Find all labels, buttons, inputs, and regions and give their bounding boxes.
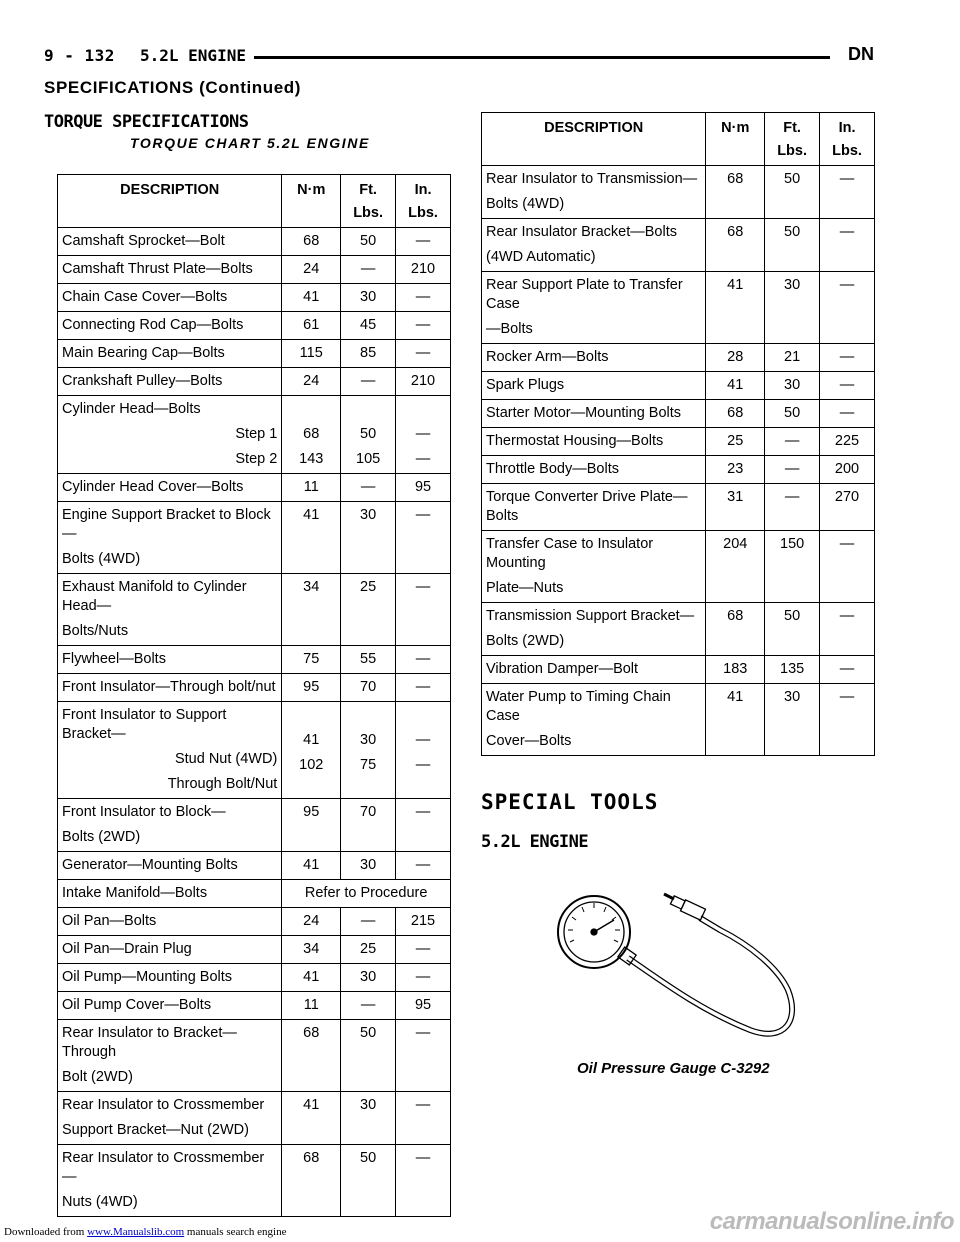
description-line: Rear Insulator to Transmission—	[486, 171, 698, 187]
cell-ft: 50	[765, 166, 820, 219]
cell-in	[396, 396, 451, 474]
description-line: Cylinder Head Cover—Bolts	[62, 479, 244, 495]
description-line: Connecting Rod Cap—Bolts	[62, 317, 244, 333]
cell-description	[482, 603, 706, 656]
cell-nm: 41	[282, 964, 341, 992]
cell-nm: 41	[706, 272, 765, 344]
cell-ft: —	[765, 456, 820, 484]
cell-description	[58, 674, 282, 702]
value-line	[400, 400, 446, 419]
value-line	[286, 706, 336, 725]
description-line: Main Bearing Cap—Bolts	[62, 345, 225, 361]
description-line: Rear Insulator to Crossmember—	[62, 1150, 265, 1185]
col-header-description-label: DESCRIPTION	[120, 182, 220, 198]
cell-ft: 30	[341, 964, 396, 992]
table-row	[482, 531, 875, 603]
cell-in: —	[820, 531, 875, 603]
figure-caption: Oil Pressure Gauge C-3292	[577, 1060, 770, 1077]
cell-ft: 50	[341, 1145, 396, 1217]
cell-ft: 30	[765, 684, 820, 756]
torque-table-right	[481, 112, 875, 756]
value-line: —	[415, 757, 431, 773]
description-line: —Bolts	[486, 321, 533, 337]
cell-ft: —	[341, 908, 396, 936]
cell-ft: —	[765, 484, 820, 531]
torque-table-left	[57, 174, 451, 1217]
description-line: Intake Manifold—Bolts	[62, 885, 208, 901]
footer-tagline: manuals search engine	[186, 1226, 287, 1238]
table-row	[58, 964, 451, 992]
cell-nm: 24	[282, 908, 341, 936]
cell-description	[58, 474, 282, 502]
table-row	[482, 428, 875, 456]
table-row	[482, 456, 875, 484]
cell-nm: 95	[282, 674, 341, 702]
col-header-in-lbs	[820, 113, 875, 166]
cell-ft: 50	[341, 1020, 396, 1092]
cell-ft: 150	[765, 531, 820, 603]
description-line: Front Insulator to Block—	[62, 804, 226, 820]
description-line: Through Bolt/Nut	[167, 776, 278, 792]
description-line: Front Insulator to Support Bracket—	[62, 707, 227, 742]
cell-refer-to-procedure: Refer to Procedure	[282, 880, 451, 908]
cell-description	[58, 908, 282, 936]
cell-ft: 55	[341, 646, 396, 674]
cell-in: —	[820, 219, 875, 272]
cell-description	[58, 284, 282, 312]
description-line: Rear Insulator Bracket—Bolts	[486, 224, 677, 240]
description-line: Step 1	[235, 426, 278, 442]
header-rule	[254, 56, 830, 59]
cell-in: —	[396, 574, 451, 646]
cell-description	[58, 368, 282, 396]
col-header-in-lbs	[396, 175, 451, 228]
manualslib-link[interactable]: www.Manualslib.com	[87, 1226, 185, 1238]
cell-description	[482, 656, 706, 684]
table-row	[58, 256, 451, 284]
cell-ft: —	[765, 428, 820, 456]
description-line: Bolts (4WD)	[486, 196, 565, 212]
cell-in: —	[396, 502, 451, 574]
cell-in: —	[396, 1092, 451, 1145]
cell-in	[396, 702, 451, 799]
cell-in: —	[820, 344, 875, 372]
table-row	[58, 646, 451, 674]
description-line: Bolts (2WD)	[62, 829, 141, 845]
cell-ft: 50	[765, 400, 820, 428]
cell-nm: 95	[282, 799, 341, 852]
cell-in: —	[820, 603, 875, 656]
description-line: Throttle Body—Bolts	[486, 461, 619, 477]
cell-nm: 41	[282, 852, 341, 880]
cell-nm: 68	[706, 603, 765, 656]
description-line: Front Insulator—Through bolt/nut	[62, 679, 276, 695]
table-row	[58, 908, 451, 936]
cell-ft: 25	[341, 574, 396, 646]
cell-nm: 68	[282, 1020, 341, 1092]
cell-nm: 68	[282, 1145, 341, 1217]
table-row	[58, 936, 451, 964]
cell-in: —	[396, 964, 451, 992]
footer-downloaded-from: Downloaded from	[4, 1226, 85, 1238]
description-line: Crankshaft Pulley—Bolts	[62, 373, 223, 389]
cell-ft: 25	[341, 936, 396, 964]
cell-description	[58, 646, 282, 674]
col-header-in-label: In.	[838, 120, 856, 136]
table-row	[58, 574, 451, 646]
cell-in: 210	[396, 256, 451, 284]
cell-in: 210	[396, 368, 451, 396]
description-line: Bolts (4WD)	[62, 551, 141, 567]
cell-nm: 41	[282, 284, 341, 312]
cell-in: —	[396, 936, 451, 964]
page-header	[44, 44, 874, 70]
cell-description	[482, 456, 706, 484]
value-line: 105	[356, 451, 381, 467]
section-title: SPECIFICATIONS (Continued)	[44, 78, 302, 97]
table-row	[58, 340, 451, 368]
cell-in: —	[820, 400, 875, 428]
cell-description	[482, 372, 706, 400]
table-row	[482, 400, 875, 428]
description-line: Plate—Nuts	[486, 580, 564, 596]
cell-description	[58, 799, 282, 852]
cell-ft: 30	[341, 1092, 396, 1145]
cell-nm: 41	[282, 502, 341, 574]
cell-in: —	[396, 284, 451, 312]
description-line: Water Pump to Timing Chain Case	[486, 689, 671, 724]
cell-description	[58, 340, 282, 368]
description-line: Camshaft Thrust Plate—Bolts	[62, 261, 253, 277]
table-row	[482, 219, 875, 272]
special-tools-subheading: 5.2L ENGINE	[481, 832, 589, 852]
description-line: Oil Pan—Drain Plug	[62, 941, 192, 957]
cell-nm: 23	[706, 456, 765, 484]
description-line: Oil Pump Cover—Bolts	[62, 997, 212, 1013]
cell-nm: 68	[706, 219, 765, 272]
table-row	[58, 992, 451, 1020]
description-line: Flywheel—Bolts	[62, 651, 166, 667]
cell-ft: 70	[341, 799, 396, 852]
table-row	[482, 344, 875, 372]
table-row	[482, 272, 875, 344]
value-line: 75	[360, 757, 377, 773]
cell-nm: 25	[706, 428, 765, 456]
description-line: Torque Converter Drive Plate—Bolts	[486, 489, 688, 524]
cell-nm: 11	[282, 992, 341, 1020]
value-line: —	[415, 451, 431, 467]
table-row	[482, 484, 875, 531]
cell-in: —	[396, 228, 451, 256]
cell-nm: 34	[282, 936, 341, 964]
description-line: Step 2	[235, 451, 278, 467]
cell-description	[482, 166, 706, 219]
col-header-description	[482, 113, 706, 166]
cell-nm	[282, 396, 341, 474]
table-header-row	[482, 113, 875, 166]
cell-ft	[341, 396, 396, 474]
col-header-ft-label: Ft.	[783, 120, 801, 136]
cell-description	[58, 574, 282, 646]
col-header-ft-lbs	[341, 175, 396, 228]
cell-ft: 70	[341, 674, 396, 702]
table-row	[58, 799, 451, 852]
cell-nm: 68	[706, 400, 765, 428]
description-line: Oil Pan—Bolts	[62, 913, 157, 929]
cell-ft: 30	[765, 272, 820, 344]
cell-in: —	[396, 799, 451, 852]
cell-nm: 115	[282, 340, 341, 368]
table-row	[58, 396, 451, 474]
cell-ft: 45	[341, 312, 396, 340]
cell-description	[58, 1020, 282, 1092]
cell-ft: 30	[341, 852, 396, 880]
table-row	[58, 1092, 451, 1145]
description-line: Exhaust Manifold to Cylinder Head—	[62, 579, 247, 614]
cell-description	[58, 702, 282, 799]
value-line	[286, 400, 336, 419]
description-line: Support Bracket—Nut (2WD)	[62, 1122, 249, 1138]
table-row	[58, 368, 451, 396]
description-line: Cover—Bolts	[486, 733, 572, 749]
cell-description	[58, 502, 282, 574]
cell-nm: 11	[282, 474, 341, 502]
cell-ft: 50	[765, 219, 820, 272]
table-row	[58, 674, 451, 702]
cell-ft: 30	[341, 284, 396, 312]
description-line: Transmission Support Bracket—	[486, 608, 695, 624]
description-line: Bolt (2WD)	[62, 1069, 133, 1085]
cell-description	[58, 880, 282, 908]
cell-in: 95	[396, 992, 451, 1020]
cell-ft: 50	[341, 228, 396, 256]
cell-nm: 183	[706, 656, 765, 684]
cell-nm: 75	[282, 646, 341, 674]
col-header-ft-label: Ft.	[359, 182, 377, 198]
cell-in: —	[396, 312, 451, 340]
cell-description	[58, 312, 282, 340]
cell-ft: —	[341, 368, 396, 396]
cell-in: 95	[396, 474, 451, 502]
cell-in: 215	[396, 908, 451, 936]
description-line: Rear Support Plate to Transfer Case	[486, 277, 683, 312]
value-line: 41	[303, 732, 320, 748]
cell-in: —	[396, 852, 451, 880]
cell-ft: —	[341, 992, 396, 1020]
oil-pressure-gauge-illustration	[550, 880, 810, 1050]
cell-in: —	[820, 656, 875, 684]
description-line: Stud Nut (4WD)	[174, 751, 278, 767]
table-row	[58, 474, 451, 502]
cell-description	[482, 684, 706, 756]
value-line	[400, 706, 446, 725]
cell-description	[58, 852, 282, 880]
cell-nm: 34	[282, 574, 341, 646]
col-header-in-lbs-label: Lbs.	[408, 205, 438, 221]
cell-nm: 28	[706, 344, 765, 372]
cell-nm: 61	[282, 312, 341, 340]
cell-description	[482, 344, 706, 372]
cell-nm: 24	[282, 368, 341, 396]
description-line: Starter Motor—Mounting Bolts	[486, 405, 682, 421]
cell-description	[58, 256, 282, 284]
table-header-row	[58, 175, 451, 228]
cell-description	[482, 531, 706, 603]
watermark: carmanualsonline.info	[709, 1208, 954, 1235]
cell-ft	[341, 702, 396, 799]
cell-in: —	[396, 340, 451, 368]
col-header-in-lbs-label: Lbs.	[832, 143, 862, 159]
cell-description	[58, 1145, 282, 1217]
cell-ft: 21	[765, 344, 820, 372]
value-line: —	[415, 732, 431, 748]
table-row	[58, 502, 451, 574]
special-tools-heading: SPECIAL TOOLS	[481, 790, 659, 814]
description-line: Thermostat Housing—Bolts	[486, 433, 664, 449]
cell-nm	[282, 702, 341, 799]
description-line: (4WD Automatic)	[486, 249, 596, 265]
description-line: Oil Pump—Mounting Bolts	[62, 969, 233, 985]
cell-nm: 41	[706, 372, 765, 400]
value-line: 50	[360, 426, 377, 442]
description-line: Cylinder Head—Bolts	[62, 401, 201, 417]
cell-in: 270	[820, 484, 875, 531]
col-header-in-label: In.	[414, 182, 432, 198]
cell-description	[58, 936, 282, 964]
description-line: Bolts/Nuts	[62, 623, 129, 639]
col-header-description	[58, 175, 282, 228]
table-row	[58, 880, 451, 908]
cell-description	[58, 396, 282, 474]
cell-description	[58, 228, 282, 256]
table-row	[482, 656, 875, 684]
model-code: DN	[848, 44, 874, 64]
description-line: Nuts (4WD)	[62, 1194, 138, 1210]
description-line: Spark Plugs	[486, 377, 565, 393]
table-row	[58, 284, 451, 312]
cell-nm: 41	[282, 1092, 341, 1145]
table-row	[58, 702, 451, 799]
value-line	[345, 706, 391, 725]
cell-description	[482, 484, 706, 531]
cell-description	[482, 400, 706, 428]
cell-ft: 135	[765, 656, 820, 684]
cell-description	[58, 964, 282, 992]
description-line: Chain Case Cover—Bolts	[62, 289, 228, 305]
col-header-nm-label: N·m	[297, 182, 326, 198]
col-header-nm	[282, 175, 341, 228]
description-line: Vibration Damper—Bolt	[486, 661, 639, 677]
cell-in: —	[820, 372, 875, 400]
table-row	[482, 603, 875, 656]
description-line: Engine Support Bracket to Block—	[62, 507, 271, 542]
description-line: Rocker Arm—Bolts	[486, 349, 609, 365]
cell-in: —	[820, 684, 875, 756]
value-line: —	[415, 426, 431, 442]
value-line	[345, 400, 391, 419]
description-line: Generator—Mounting Bolts	[62, 857, 238, 873]
cell-ft: 30	[765, 372, 820, 400]
cell-description	[482, 219, 706, 272]
table-row	[482, 166, 875, 219]
description-line: Bolts (2WD)	[486, 633, 565, 649]
table-row	[482, 684, 875, 756]
col-header-nm-label: N·m	[721, 120, 750, 136]
cell-in: 200	[820, 456, 875, 484]
cell-in: —	[820, 272, 875, 344]
cell-nm: 41	[706, 684, 765, 756]
value-line: 102	[299, 757, 324, 773]
cell-ft: —	[341, 474, 396, 502]
chart-title: TORQUE CHART 5.2L ENGINE	[130, 135, 370, 151]
section-name: 5.2L ENGINE	[140, 46, 246, 65]
cell-ft: 50	[765, 603, 820, 656]
cell-ft: 85	[341, 340, 396, 368]
page-number: 9 - 132	[44, 46, 115, 65]
cell-in: —	[396, 674, 451, 702]
cell-nm: 204	[706, 531, 765, 603]
table-row	[58, 1020, 451, 1092]
description-line: Rear Insulator to Crossmember	[62, 1097, 265, 1113]
col-header-ft-lbs	[765, 113, 820, 166]
cell-in: 225	[820, 428, 875, 456]
table-row	[58, 312, 451, 340]
cell-in: —	[396, 1020, 451, 1092]
cell-in: —	[396, 646, 451, 674]
cell-description	[58, 992, 282, 1020]
table-row	[58, 1145, 451, 1217]
cell-ft: —	[341, 256, 396, 284]
cell-nm: 68	[282, 228, 341, 256]
cell-description	[58, 1092, 282, 1145]
cell-in: —	[396, 1145, 451, 1217]
col-header-description-label: DESCRIPTION	[544, 120, 644, 136]
col-header-nm	[706, 113, 765, 166]
cell-nm: 31	[706, 484, 765, 531]
table-row	[482, 372, 875, 400]
table-row	[58, 228, 451, 256]
cell-description	[482, 272, 706, 344]
description-line: Camshaft Sprocket—Bolt	[62, 233, 225, 249]
col-header-ft-lbs-label: Lbs.	[777, 143, 808, 159]
description-line: Rear Insulator to Bracket—Through	[62, 1025, 237, 1060]
value-line: 68	[303, 426, 320, 442]
torque-heading: TORQUE SPECIFICATIONS	[44, 112, 249, 132]
download-footer	[4, 1226, 286, 1238]
table-row	[58, 852, 451, 880]
cell-ft: 30	[341, 502, 396, 574]
cell-nm: 24	[282, 256, 341, 284]
cell-nm: 68	[706, 166, 765, 219]
description-line: Transfer Case to Insulator Mounting	[486, 536, 654, 571]
cell-in: —	[820, 166, 875, 219]
cell-description	[482, 428, 706, 456]
value-line: 143	[299, 451, 324, 467]
value-line: 30	[360, 732, 377, 748]
col-header-ft-lbs-label: Lbs.	[353, 205, 384, 221]
